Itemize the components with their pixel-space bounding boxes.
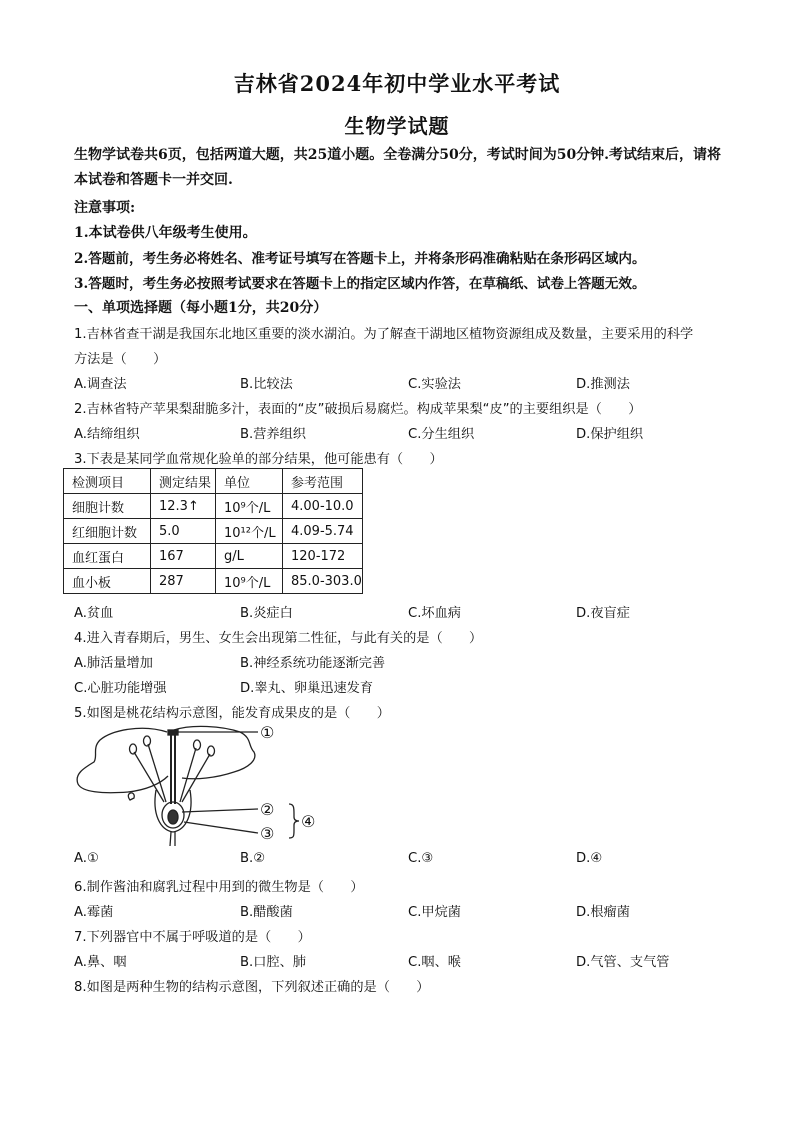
q1-option-a: A.调查法 [74, 377, 127, 392]
q4-option-d: D.睾丸、卵巢迅速发育 [240, 681, 374, 696]
blood-test-table [63, 468, 363, 594]
q1-option-b: B.比较法 [240, 377, 293, 392]
table-cell: 287 [151, 569, 216, 594]
stamen [134, 752, 164, 802]
section-heading: 一、单项选择题（每小题1分，共20分） [74, 300, 328, 316]
anther [144, 736, 151, 746]
q2-option-b: B.营养组织 [240, 427, 306, 442]
table-header-row [64, 469, 363, 494]
q1-option-c: C.实验法 [408, 377, 461, 392]
q7-stem: 7.下列器官中不属于呼吸道的是（ ） [74, 930, 311, 945]
q2-option-a: A.结缔组织 [74, 427, 140, 442]
table-cell: 细胞计数 [64, 494, 151, 519]
stalk [170, 832, 171, 846]
label-3: ③ [260, 824, 275, 843]
exam-intro: 生物学试卷共6页，包括两道大题，共25道小题。全卷满分50分，考试时间为50分钟.考试结束后，请将本试卷和答题卡一并交回. [74, 147, 722, 188]
q2-stem: 2.吉林省特产苹果梨甜脆多汁，表面的“皮”破损后易腐烂。构成苹果梨“皮”的主要组织是（ ） [74, 402, 642, 417]
q4-stem: 4.进入青春期后，男生、女生会出现第二性征，与此有关的是（ ） [74, 631, 483, 646]
table-cell: 10⁹个/L [216, 569, 283, 594]
petal-left [77, 728, 168, 792]
anther [194, 740, 201, 750]
table-cell: 12.3↑ [151, 494, 216, 519]
brace [289, 804, 299, 838]
ovule [168, 810, 178, 824]
q1-stem-line1: 1.吉林省查干湖是我国东北地区重要的淡水湖泊。为了解查干湖地区植物资源组成及数量，主要采用的科学 [74, 327, 694, 342]
q6-option-a: A.霉菌 [74, 905, 114, 920]
stamen [148, 744, 166, 802]
table-cell: 10⁹个/L [216, 494, 283, 519]
table-cell: 红细胞计数 [64, 519, 151, 544]
q4-option-a: A.肺活量增加 [74, 656, 153, 671]
note-3: 3.答题时，考生务必按照考试要求在答题卡上的指定区域内作答，在草稿纸、试卷上答题无效。 [74, 276, 646, 292]
q6-option-c: C.甲烷菌 [408, 905, 461, 920]
notes-heading: 注意事项: [74, 200, 136, 216]
table-header-cell: 检测项目 [64, 469, 151, 494]
label-2: ② [260, 800, 275, 819]
q1-stem-line2: 方法是（ ） [74, 352, 167, 367]
q2-option-d: D.保护组织 [576, 427, 644, 442]
peach-flower-diagram [72, 722, 332, 846]
note-1: 1.本试卷供八年级考生使用。 [74, 225, 257, 241]
q3-option-c: C.坏血病 [408, 606, 461, 621]
anther [208, 746, 215, 756]
q7-option-a: A.鼻、咽 [74, 955, 127, 970]
table-cell: 4.00-10.0 [283, 494, 363, 519]
stamen [180, 748, 196, 802]
q3-option-a: A.贫血 [74, 606, 114, 621]
label-1: ① [260, 723, 275, 742]
q6-stem: 6.制作酱油和腐乳过程中用到的微生物是（ ） [74, 880, 364, 895]
table-cell: g/L [216, 544, 283, 569]
q8-stem: 8.如图是两种生物的结构示意图，下列叙述正确的是（ ） [74, 980, 430, 995]
exam-title: 吉林省2024年初中学业水平考试 [233, 71, 561, 96]
q6-option-b: B.醋酸菌 [240, 905, 293, 920]
q4-option-c: C.心脏功能增强 [74, 681, 167, 696]
table-row [64, 519, 363, 544]
table-header-cell: 单位 [216, 469, 283, 494]
q5-option-a: A.① [74, 851, 99, 866]
label-4: ④ [301, 812, 316, 831]
q5-option-b: B.② [240, 851, 266, 866]
q7-option-b: B.口腔、肺 [240, 955, 306, 970]
table-header-cell: 测定结果 [151, 469, 216, 494]
q4-option-b: B.神经系统功能逐渐完善 [240, 656, 386, 671]
table-cell: 血红蛋白 [64, 544, 151, 569]
table-cell: 4.09-5.74 [283, 519, 363, 544]
table-header-cell: 参考范围 [283, 469, 363, 494]
q7-option-c: C.咽、喉 [408, 955, 461, 970]
table-cell: 167 [151, 544, 216, 569]
anther [130, 744, 137, 754]
q5-option-d: D.④ [576, 851, 603, 866]
table-cell: 10¹²个/L [216, 519, 283, 544]
q3-option-d: D.夜盲症 [576, 606, 630, 621]
petal-fragment [128, 793, 134, 800]
table-cell: 85.0-303.0 [283, 569, 363, 594]
table-row [64, 544, 363, 569]
leader-line-3 [184, 822, 258, 833]
q3-option-b: B.炎症白 [240, 606, 293, 621]
q2-option-c: C.分生组织 [408, 427, 475, 442]
q5-option-c: C.③ [408, 851, 434, 866]
leader-line-2 [182, 809, 258, 812]
q7-option-d: D.气管、支气管 [576, 955, 670, 970]
table-row [64, 569, 363, 594]
q6-option-d: D.根瘤菌 [576, 905, 630, 920]
table-cell: 120-172 [283, 544, 363, 569]
exam-subtitle: 生物学试题 [344, 114, 450, 138]
stigma [168, 730, 178, 735]
q1-option-d: D.推测法 [576, 377, 630, 392]
table-cell: 5.0 [151, 519, 216, 544]
note-2: 2.答题前，考生务必将姓名、准考证号填写在答题卡上，并将条形码准确粘贴在条形码区域内。 [74, 251, 646, 267]
q5-stem: 5.如图是桃花结构示意图，能发育成果皮的是（ ） [74, 706, 390, 721]
table-row [64, 494, 363, 519]
q3-stem: 3.下表是某同学血常规化验单的部分结果，他可能患有（ ） [74, 452, 443, 467]
table-cell: 血小板 [64, 569, 151, 594]
